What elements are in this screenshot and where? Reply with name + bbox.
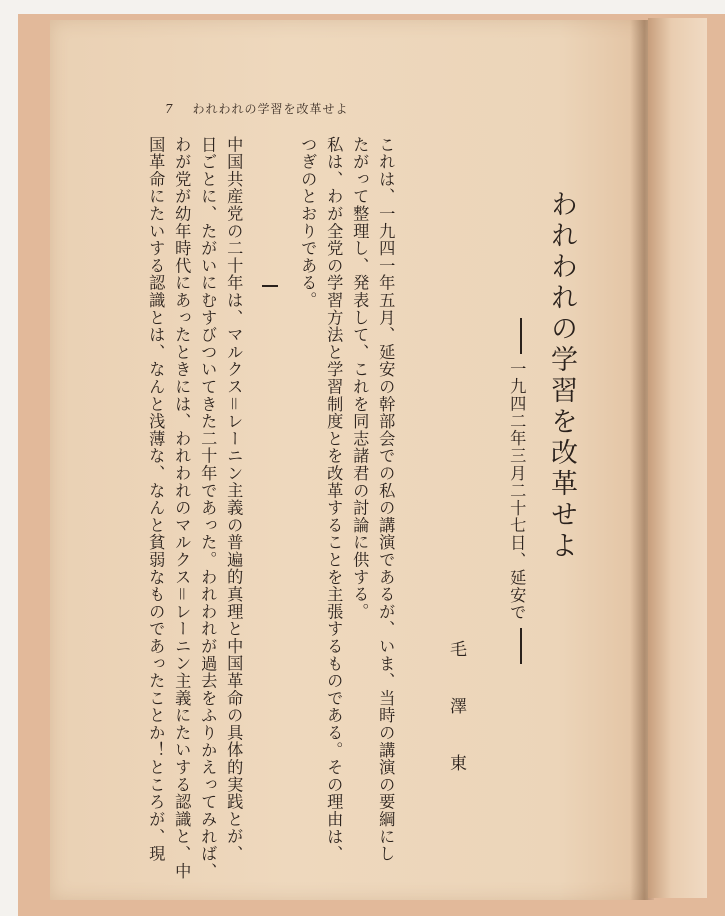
date-line — [507, 318, 527, 664]
running-header — [165, 100, 348, 117]
intro-line-1: これは、一九四一年五月、延安の幹部会での私の講演であるが、いま、当時の講演の要綱にし — [376, 136, 396, 863]
intro-line-3: 私は、わが全党の学習方法と学習制度とを改革することを主張するものである。その理由は、 — [324, 136, 344, 863]
running-title: われわれの学習を改革せよ — [192, 102, 349, 116]
section-line-1: 中国共産党の二十年は、マルクス＝レーニン主義の普遍的真理と中国革命の具体的実践とが、 — [224, 136, 244, 863]
author-name: 毛澤東 — [446, 640, 466, 811]
next-page-edge — [648, 18, 707, 898]
date-line-dash-end — [520, 628, 522, 664]
intro-line-4: つぎのとおりである。 — [298, 136, 318, 309]
intro-line-2: たがって整理し、発表して、これを同志諸君の討論に供する。 — [350, 136, 370, 621]
section-line-3: わが党が幼年時代にあったときには、われわれのマルクス＝レーニン主義にたいする認識と、中 — [172, 136, 192, 880]
section-line-4: 国革命にたいする認識とは、なんと浅薄な、なんと貧弱なものであったことか！ところが、現 — [146, 136, 166, 863]
section-marker — [262, 285, 278, 287]
date-line-text: 一九四二年三月二十七日、延安で — [507, 360, 527, 622]
section-line-2: 日ごとに、たがいにむすびついてきた二十年であった。われわれが過去をふりかえってみれば、 — [198, 136, 218, 880]
page-number: 7 — [165, 102, 174, 116]
date-line-dash-start — [520, 318, 522, 354]
chapter-title: われわれの学習を改革せよ — [546, 190, 577, 562]
